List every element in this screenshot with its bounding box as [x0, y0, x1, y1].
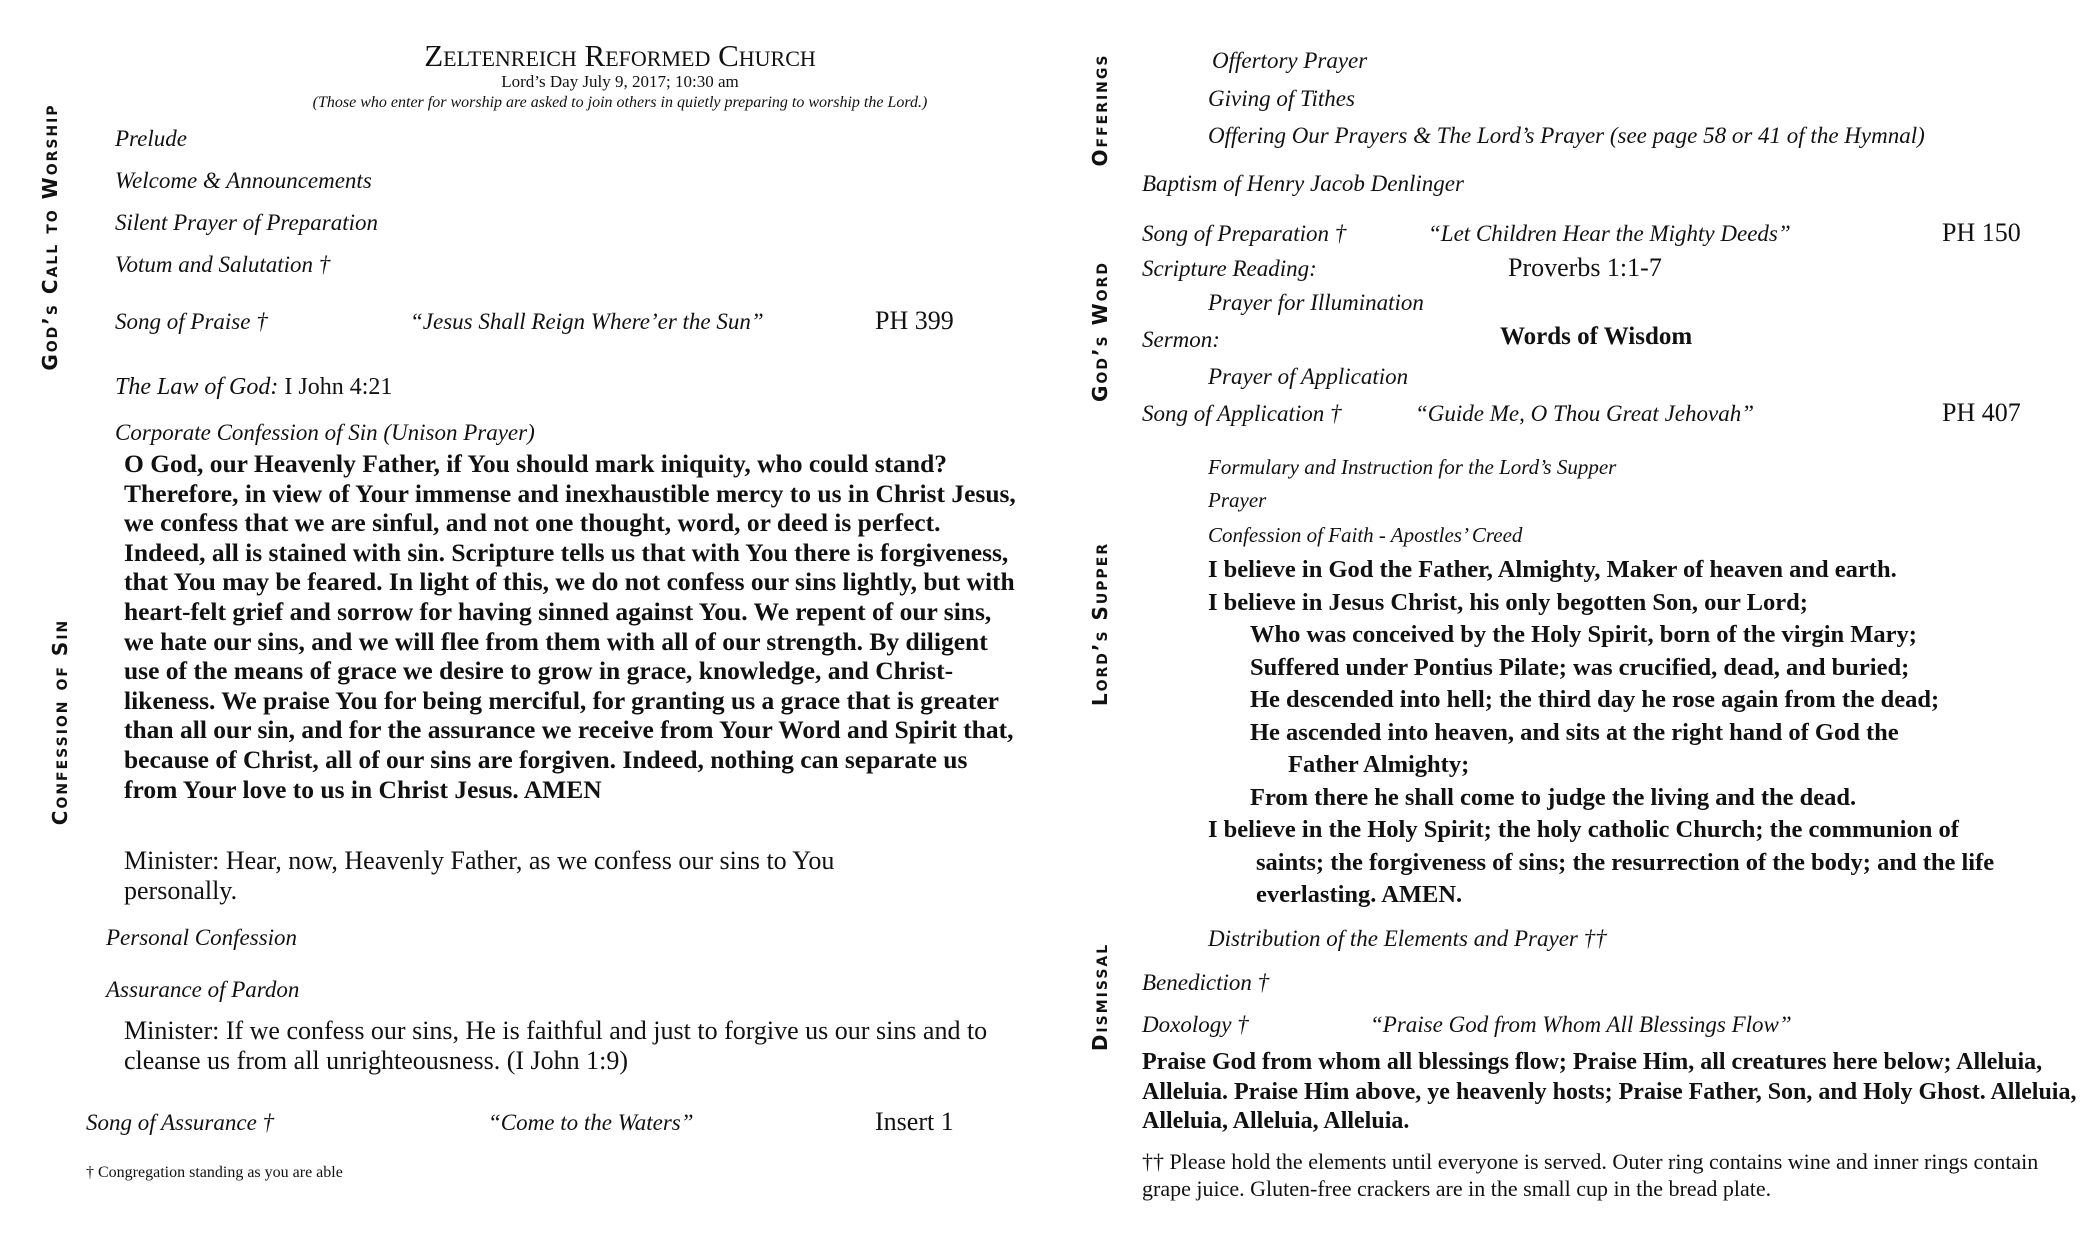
supper-prayer: Prayer — [1208, 488, 1267, 512]
personal-confession: Personal Confession — [106, 925, 298, 950]
entry-instruction: (Those who enter for worship are asked to join others in quietly preparing to worship the Lord.) — [312, 94, 928, 111]
offering-prayers: Offering Our Prayers & The Lord’s Prayer (see page 58 or 41 of the Hymnal) — [1208, 123, 1925, 148]
benediction: Benediction † — [1142, 970, 1270, 995]
corporate-confession-label: Corporate Confession of Sin (Unison Prayer) — [115, 420, 535, 445]
church-name: Zeltenreich Reformed Church — [424, 38, 816, 73]
section-label-call-to-worship: God’s Call to Worship — [38, 103, 62, 371]
law-of-god — [115, 374, 392, 401]
service-date: Lord’s Day July 9, 2017; 10:30 am — [501, 72, 739, 91]
section-label-offerings: Offerings — [1088, 53, 1112, 167]
song-of-praise-title: “Jesus Shall Reign Where’er the Sun” — [410, 309, 764, 334]
song-of-assurance-ref: Insert 1 — [875, 1107, 954, 1136]
formulary-instruction: Formulary and Instruction for the Lord’s Supper — [1208, 455, 1617, 479]
prayer-of-application: Prayer of Application — [1208, 364, 1409, 389]
elements-note: †† Please hold the elements until everyone is served. Outer ring contains wine and inner rings contain grape juice. Gluten-free crackers are in the small cup in the bread plate. — [1142, 1149, 2039, 1201]
offertory-prayer: Offertory Prayer — [1212, 48, 1368, 73]
song-of-praise-ref: PH 399 — [875, 306, 954, 335]
minister-assurance: Minister: If we confess our sins, He is faithful and just to forgive us our sins and to cleanse us from all unrighteousness. (I John 1:9) — [124, 1016, 988, 1075]
song-of-praise-label: Song of Praise † — [115, 309, 268, 334]
sermon-label: Sermon: — [1142, 327, 1220, 352]
minister-call-to-confession: Minister: Hear, now, Heavenly Father, as we confess our sins to You personally. — [124, 846, 835, 905]
creed-line: He ascended into heaven, and sits at the right hand of God the — [1250, 718, 1899, 746]
creed-line: Suffered under Pontius Pilate; was crucified, dead, and buried; — [1250, 653, 1910, 681]
section-label-dismissal: Dismissal — [1088, 942, 1112, 1052]
creed-line: everlasting. AMEN. — [1256, 881, 1463, 908]
scripture-reading-ref: Proverbs 1:1-7 — [1508, 253, 1662, 282]
section-label-confession-of-sin: Confession of Sin — [48, 618, 72, 826]
section-label-gods-word: God’s Word — [1088, 261, 1112, 402]
apostles-creed-label: Confession of Faith - Apostles’ Creed — [1208, 523, 1523, 547]
doxology-title: “Praise God from Whom All Blessings Flow” — [1370, 1012, 1792, 1037]
creed-line: Who was conceived by the Holy Spirit, born of the virgin Mary; — [1250, 621, 1917, 648]
doxology-label: Doxology † — [1142, 1012, 1249, 1037]
giving-of-tithes: Giving of Tithes — [1208, 86, 1355, 111]
standing-footnote: † Congregation standing as you are able — [86, 1164, 343, 1181]
creed-line: saints; the forgiveness of sins; the resurrection of the body; and the life — [1256, 848, 1995, 876]
apostles-creed — [1208, 554, 2058, 912]
song-of-assurance-label: Song of Assurance † — [86, 1110, 275, 1135]
song-of-assurance-title: “Come to the Waters” — [488, 1110, 694, 1135]
sermon-title: Words of Wisdom — [1500, 323, 1693, 350]
baptism: Baptism of Henry Jacob Denlinger — [1142, 171, 1464, 196]
law-of-god-label: The Law of God: — [115, 374, 279, 400]
creed-line: He descended into hell; the third day he rose again from the dead; — [1250, 686, 1940, 713]
creed-line: I believe in the Holy Spirit; the holy catholic Church; the communion of — [1208, 816, 1959, 843]
distribution-of-elements: Distribution of the Elements and Prayer †† — [1208, 926, 1607, 951]
silent-prayer: Silent Prayer of Preparation — [115, 210, 378, 235]
song-of-application-title: “Guide Me, O Thou Great Jehovah” — [1415, 401, 1754, 426]
song-of-application-label: Song of Application † — [1142, 401, 1342, 426]
votum-salutation: Votum and Salutation † — [115, 252, 331, 277]
creed-line: Father Almighty; — [1288, 751, 1470, 778]
scripture-reading-label: Scripture Reading: — [1142, 256, 1317, 281]
song-of-preparation-ref: PH 150 — [1942, 218, 2021, 247]
assurance-of-pardon-label: Assurance of Pardon — [106, 977, 300, 1002]
section-label-lords-supper: Lord’s Supper — [1088, 541, 1112, 707]
song-of-preparation-label: Song of Preparation † — [1142, 221, 1347, 246]
prayer-for-illumination: Prayer for Illumination — [1208, 290, 1424, 315]
song-of-application-ref: PH 407 — [1942, 398, 2021, 427]
doxology-text: Praise God from whom all blessings flow; Praise Him, all creatures here below; Alleluia, Alleluia. Praise Him above, ye heavenly hosts; Praise Father, Son, and Holy Ghost. Alleluia, Alleluia, Alleluia, Alleluia. — [1142, 1049, 2077, 1134]
song-of-preparation-title: “Let Children Hear the Mighty Deeds” — [1428, 221, 1791, 246]
welcome-announcements: Welcome & Announcements — [115, 168, 372, 193]
prelude: Prelude — [115, 126, 187, 151]
creed-line: I believe in God the Father, Almighty, Maker of heaven and earth. — [1208, 556, 1897, 583]
creed-line: I believe in Jesus Christ, his only begotten Son, our Lord; — [1208, 588, 1808, 616]
law-of-god-ref: I John 4:21 — [278, 374, 393, 400]
corporate-confession-text: O God, our Heavenly Father, if You should mark iniquity, who could stand? Therefore, in view of Your immense and inexhaustible mercy to us in Christ Jesus, we confess that we are sinful, and not one thought, word, or deed is perfect. Indeed, all is stained with sin. Scripture tells us that with You there is forgiveness, that You may be feared. In light of this, we do not confess our sins lightly, but with heart-felt grief and sorrow for having sinned against You. We repent of our sins, we hate our sins, and we will flee from them with all of our strength. By diligent use of the means of grace we desire to grow in grace, knowledge, and Christ-likeness. We praise You for being merciful, for granting us a grace that is greater than all our sin, and for the assurance we receive from Your Word and Spirit that, because of Christ, all of our sins are forgiven. Indeed, nothing can separate us from Your love to us in Christ Jesus. AMEN — [124, 449, 1016, 804]
creed-line: From there he shall come to judge the living and the dead. — [1250, 783, 1857, 811]
